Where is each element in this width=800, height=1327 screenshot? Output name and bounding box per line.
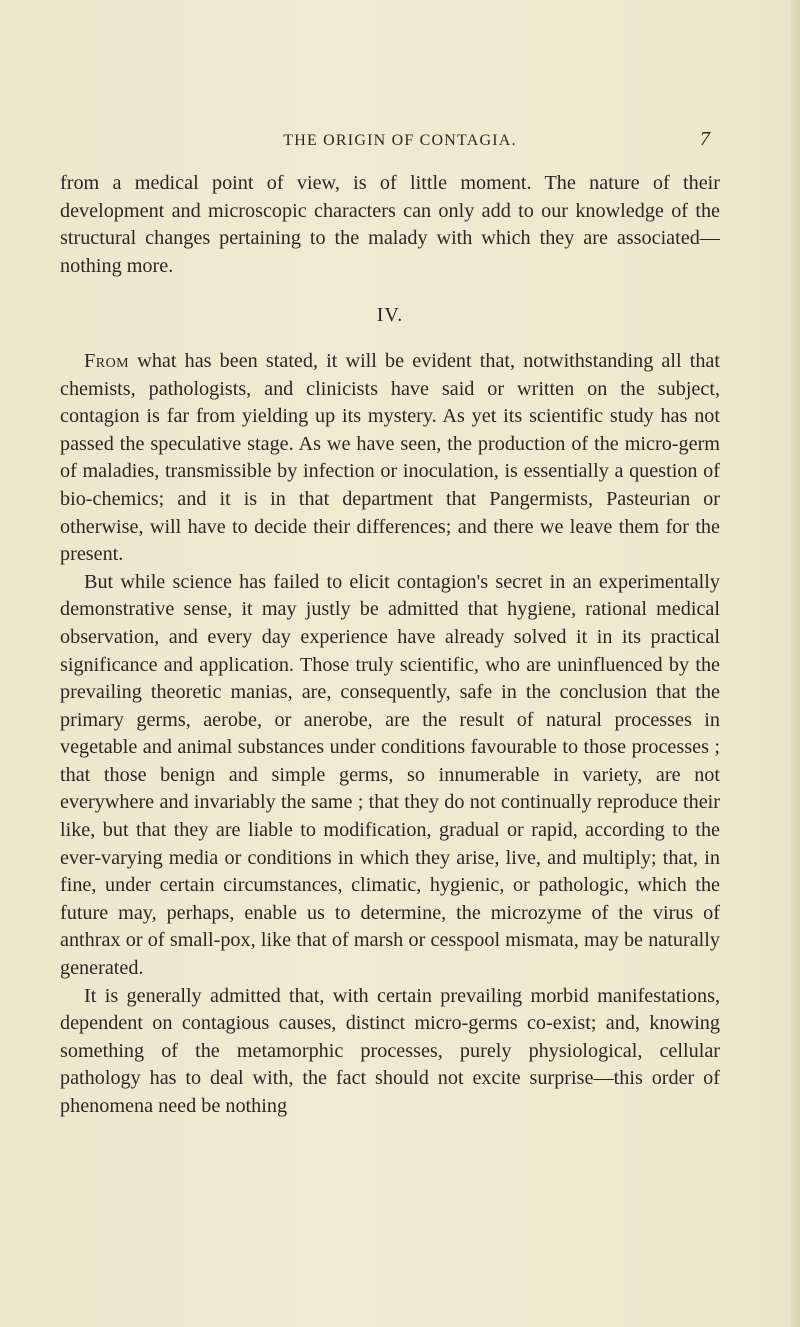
paragraph-1-lead: From <box>84 349 130 372</box>
page-number: 7 <box>700 128 710 150</box>
paragraph-2: But while science has failed to elicit contagion's secret in an experimentally demonstrative sense, it may justly be admitted that hygiene, rational medical observation, and every day experience have already solved it in its practical significance and application. Those truly scientific, who are uninfluenced by the prevailing theoretic manias, are, consequently, safe in the conclusion that the primary germs, aerobe, or anerobe, are the result of natural processes in vegetable and animal substances under conditions favourable to those processes ; that those benign and simple germs, so innumerable in variety, are not everywhere and invariably the same ; that they do not continually reproduce their like, but that they are liable to modification, gradual or rapid, according to the ever-varying media or conditions in which they arise, live, and multiply; that, in fine, under certain circumstances, climatic, hygienic, or pathologic, which the future may, perhaps, enable us to determine, the microzyme of the virus of anthrax or of small-pox, like that of marsh or cesspool mismata, may be naturally generated. <box>60 570 720 980</box>
paragraph-1-text: what has been stated, it will be evident that, notwithstanding all that chemists, pathologists, and clinicists have said or written on the subject, contagion is far from yielding up its mystery. As yet its scientific study has not passed the speculative stage. As we have seen, the production of the micro-germ of maladies, transmissible by infection or inoculation, is essentially a question of bio-chemics; and it is in that department that Pangermists, Pasteurian or otherwise, will have to decide their differences; and there we leave them for the present. <box>60 349 720 566</box>
running-title: THE ORIGIN OF CONTAGIA. <box>283 132 517 149</box>
section-heading: IV. <box>376 304 404 327</box>
paragraph-1 <box>60 348 720 569</box>
body-text <box>60 170 720 1121</box>
page-spine-edge <box>790 0 800 1327</box>
continuation-paragraph: from a medical point of view, is of little moment. The nature of their development and microscopic characters can only add to our knowledge of the structural changes pertaining to the malady with which they are associated—nothing more. <box>60 172 720 277</box>
paragraph-3: It is generally admitted that, with certain prevailing morbid manifestations, dependent on contagious causes, distinct micro-germs co-exist; and, knowing something of the metamorphic processes, purely physiological, cellular pathology has to deal with, the fact should not excite surprise—this order of phenomena need be nothing <box>60 984 720 1117</box>
